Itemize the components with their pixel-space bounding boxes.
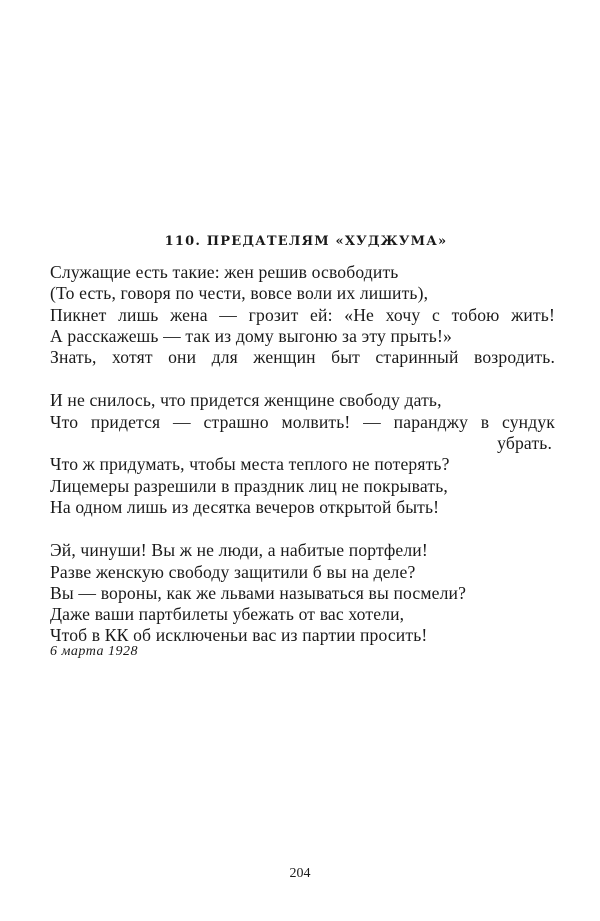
poem-line-continuation: убрать.: [497, 433, 552, 454]
poem-body: [50, 262, 555, 669]
poem-line: А расскажешь — так из дому выгоню за эту прыть!»: [50, 325, 452, 346]
poem-line: Знать, хотят они для женщин быт старинный возродить.: [50, 347, 555, 368]
poem-line: Что ж придумать, чтобы места теплого не потерять?: [50, 454, 450, 475]
poem-line: Пикнет лишь жена — грозит ей: «Не хочу с тобою жить!: [50, 304, 555, 325]
poem-line: Эй, чинуши! Вы ж не люди, а набитые портфели!: [50, 540, 428, 561]
poem-line: (То есть, говоря по чести, вовсе воли их лишить),: [50, 283, 429, 304]
poem-line: На одном лишь из десятка вечеров открытой быть!: [50, 496, 440, 517]
poem-line: Что придется — страшно молвить! — паранджу в сундук: [50, 411, 555, 432]
poem-line: Служащие есть такие: жен решив освободить: [50, 262, 399, 282]
poem-line: Чтоб в КК об исключеньи вас из партии просить!: [50, 625, 428, 646]
poem-date: 6 марта 1928: [50, 644, 139, 659]
poem-line: Даже ваши партбилеты убежать от вас хотели,: [50, 604, 405, 625]
poem-line: Лицемеры разрешили в праздник лиц не покрывать,: [50, 475, 448, 496]
page-number: 204: [289, 866, 311, 881]
poem-title: 110. ПРЕДАТЕЛЯМ «ХУДЖУМА»: [164, 234, 448, 249]
poem-line: Вы — вороны, как же львами называться вы посмели?: [50, 582, 467, 603]
poem-line: И не снилось, что придется женщине свободу дать,: [50, 390, 442, 411]
stanza-1: [50, 262, 555, 368]
stanza-3: [50, 540, 555, 646]
poem-line: Разве женскую свободу защитили б вы на деле?: [50, 561, 416, 582]
stanza-2: [50, 390, 555, 518]
